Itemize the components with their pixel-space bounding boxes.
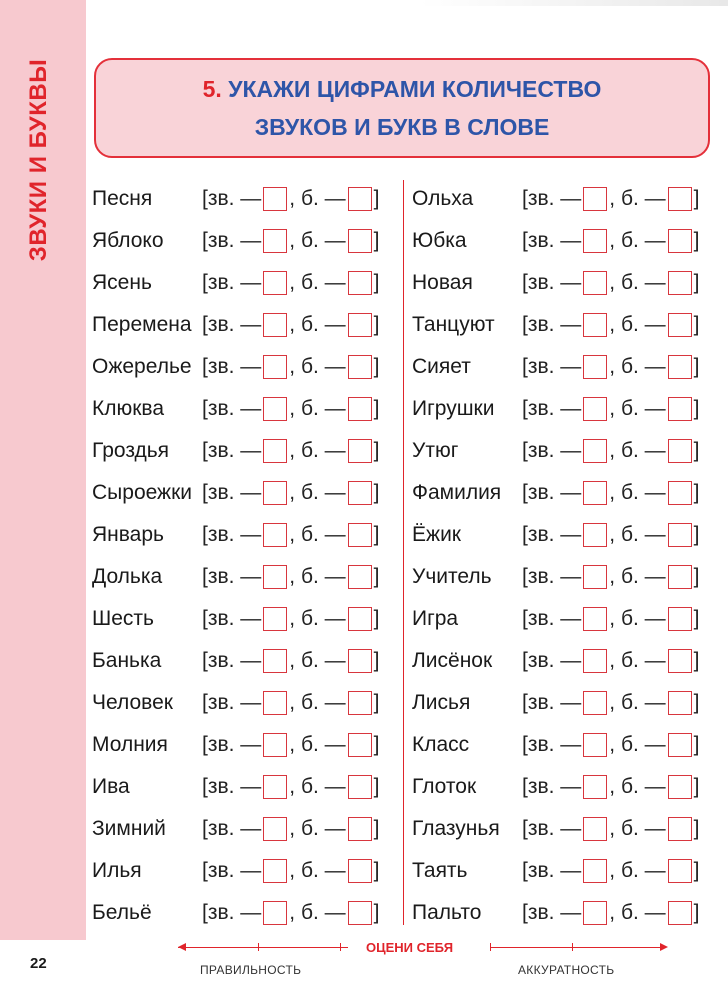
closing-bracket: ]	[373, 481, 380, 504]
right-arrow-head-icon	[660, 943, 668, 951]
letters-label: , б. —	[289, 649, 346, 672]
sounds-label: [зв. —	[202, 775, 262, 798]
letters-count-box[interactable]	[668, 817, 692, 841]
closing-bracket: ]	[693, 187, 700, 210]
word-label: Утюг	[412, 439, 459, 462]
letters-label: , б. —	[289, 271, 346, 294]
left-arrow-head-icon	[178, 943, 186, 951]
word-row	[92, 304, 380, 346]
letters-label: , б. —	[289, 901, 346, 924]
column-divider	[403, 180, 404, 925]
sounds-count-box[interactable]	[263, 355, 287, 379]
letters-count-box[interactable]	[348, 859, 372, 883]
task-title-text-1: УКАЖИ ЦИФРАМИ КОЛИЧЕСТВО	[228, 76, 602, 102]
letters-count-box[interactable]	[348, 355, 372, 379]
closing-bracket: ]	[373, 565, 380, 588]
sounds-count-box[interactable]	[583, 313, 607, 337]
closing-bracket: ]	[373, 817, 380, 840]
closing-bracket: ]	[373, 397, 380, 420]
word-row	[92, 598, 380, 640]
word-row	[412, 808, 700, 850]
letters-label: , б. —	[609, 775, 666, 798]
sounds-label: [зв. —	[522, 271, 582, 294]
letters-label: , б. —	[609, 397, 666, 420]
closing-bracket: ]	[693, 733, 700, 756]
closing-bracket: ]	[693, 859, 700, 882]
letters-label: , б. —	[289, 481, 346, 504]
word-row	[412, 724, 700, 766]
letters-label: , б. —	[289, 187, 346, 210]
scale-tick	[572, 943, 573, 951]
letters-count-box[interactable]	[348, 187, 372, 211]
sounds-count-box[interactable]	[263, 649, 287, 673]
word-label: Новая	[412, 271, 473, 294]
letters-count-box[interactable]	[348, 565, 372, 589]
top-edge-strip	[420, 0, 728, 6]
letters-count-box[interactable]	[668, 397, 692, 421]
word-label: Шесть	[92, 607, 154, 630]
sounds-label: [зв. —	[202, 817, 262, 840]
letters-label: , б. —	[289, 313, 346, 336]
letters-label: , б. —	[609, 901, 666, 924]
closing-bracket: ]	[693, 775, 700, 798]
sounds-label: [зв. —	[522, 355, 582, 378]
side-title	[14, 60, 64, 260]
letters-label: , б. —	[609, 481, 666, 504]
letters-count-box[interactable]	[348, 397, 372, 421]
sounds-label: [зв. —	[202, 313, 262, 336]
sounds-count-box[interactable]	[583, 649, 607, 673]
right-word-column	[412, 178, 700, 934]
sounds-count-box[interactable]	[263, 775, 287, 799]
sounds-label: [зв. —	[522, 397, 582, 420]
correctness-scale-line	[178, 947, 348, 948]
sounds-label: [зв. —	[522, 229, 582, 252]
word-row	[92, 262, 380, 304]
sounds-count-box[interactable]	[263, 733, 287, 757]
letters-count-box[interactable]	[348, 649, 372, 673]
scale-tick	[258, 943, 259, 951]
word-label: Пальто	[412, 901, 482, 924]
sounds-label: [зв. —	[202, 859, 262, 882]
closing-bracket: ]	[373, 439, 380, 462]
letters-label: , б. —	[289, 691, 346, 714]
letters-label: , б. —	[609, 817, 666, 840]
closing-bracket: ]	[693, 271, 700, 294]
letters-count-box[interactable]	[668, 481, 692, 505]
word-label: Ольха	[412, 187, 474, 210]
word-row	[412, 556, 700, 598]
sounds-count-box[interactable]	[263, 607, 287, 631]
neatness-label: АККУРАТНОСТЬ	[518, 963, 615, 977]
letters-label: , б. —	[609, 859, 666, 882]
closing-bracket: ]	[373, 691, 380, 714]
scale-tick	[490, 943, 491, 951]
sounds-count-box[interactable]	[263, 817, 287, 841]
sounds-count-box[interactable]	[583, 481, 607, 505]
word-label: Перемена	[92, 313, 192, 336]
word-label: Лисёнок	[412, 649, 493, 672]
letters-label: , б. —	[289, 733, 346, 756]
letters-label: , б. —	[609, 187, 666, 210]
closing-bracket: ]	[693, 397, 700, 420]
letters-count-box[interactable]	[668, 355, 692, 379]
sounds-label: [зв. —	[202, 439, 262, 462]
sounds-label: [зв. —	[522, 481, 582, 504]
letters-label: , б. —	[289, 439, 346, 462]
word-row	[92, 514, 380, 556]
letters-count-box[interactable]	[348, 901, 372, 925]
sounds-label: [зв. —	[522, 649, 582, 672]
word-row	[412, 262, 700, 304]
letters-count-box[interactable]	[668, 271, 692, 295]
word-row	[92, 346, 380, 388]
sounds-count-box[interactable]	[583, 229, 607, 253]
word-label: Январь	[92, 523, 164, 546]
letters-count-box[interactable]	[348, 229, 372, 253]
word-row	[412, 682, 700, 724]
word-label: Ясень	[92, 271, 152, 294]
sounds-label: [зв. —	[202, 229, 262, 252]
word-row	[92, 472, 380, 514]
closing-bracket: ]	[373, 859, 380, 882]
word-row	[412, 514, 700, 556]
word-label: Таять	[412, 859, 468, 882]
closing-bracket: ]	[693, 565, 700, 588]
word-row	[412, 640, 700, 682]
sounds-count-box[interactable]	[263, 565, 287, 589]
closing-bracket: ]	[693, 481, 700, 504]
word-label: Фамилия	[412, 481, 502, 504]
word-label: Лисья	[412, 691, 471, 714]
letters-count-box[interactable]	[348, 691, 372, 715]
letters-label: , б. —	[289, 397, 346, 420]
closing-bracket: ]	[373, 271, 380, 294]
word-label: Яблоко	[92, 229, 164, 252]
sounds-count-box[interactable]	[583, 691, 607, 715]
closing-bracket: ]	[693, 649, 700, 672]
sounds-label: [зв. —	[522, 859, 582, 882]
closing-bracket: ]	[693, 607, 700, 630]
closing-bracket: ]	[693, 817, 700, 840]
letters-count-box[interactable]	[668, 313, 692, 337]
letters-label: , б. —	[609, 439, 666, 462]
word-row	[412, 388, 700, 430]
sounds-label: [зв. —	[202, 901, 262, 924]
task-title-line-1	[203, 70, 602, 108]
closing-bracket: ]	[373, 355, 380, 378]
word-row	[92, 892, 380, 934]
closing-bracket: ]	[373, 775, 380, 798]
letters-count-box[interactable]	[348, 733, 372, 757]
letters-label: , б. —	[609, 229, 666, 252]
self-check-label: ОЦЕНИ СЕБЯ	[366, 940, 454, 955]
word-row	[412, 472, 700, 514]
sounds-label: [зв. —	[202, 607, 262, 630]
letters-count-box[interactable]	[668, 439, 692, 463]
word-row	[92, 220, 380, 262]
sounds-label: [зв. —	[202, 565, 262, 588]
sounds-label: [зв. —	[202, 691, 262, 714]
sounds-label: [зв. —	[202, 523, 262, 546]
sounds-count-box[interactable]	[263, 481, 287, 505]
sounds-count-box[interactable]	[583, 817, 607, 841]
sounds-count-box[interactable]	[263, 523, 287, 547]
correctness-label: ПРАВИЛЬНОСТЬ	[200, 963, 302, 977]
letters-count-box[interactable]	[668, 649, 692, 673]
side-title-text: ЗВУКИ И БУКВЫ	[25, 58, 52, 262]
word-label: Ёжик	[412, 523, 461, 546]
word-label: Человек	[92, 691, 173, 714]
word-label: Бельё	[92, 901, 152, 924]
word-label: Танцуют	[412, 313, 495, 336]
closing-bracket: ]	[373, 607, 380, 630]
closing-bracket: ]	[373, 229, 380, 252]
word-label: Молния	[92, 733, 168, 756]
word-label: Сыроежки	[92, 481, 193, 504]
sounds-count-box[interactable]	[583, 187, 607, 211]
letters-count-box[interactable]	[348, 607, 372, 631]
letters-count-box[interactable]	[348, 313, 372, 337]
letters-count-box[interactable]	[668, 691, 692, 715]
sounds-label: [зв. —	[202, 481, 262, 504]
sounds-count-box[interactable]	[263, 901, 287, 925]
sounds-label: [зв. —	[522, 817, 582, 840]
task-header	[94, 58, 710, 158]
letters-label: , б. —	[289, 817, 346, 840]
word-row	[412, 850, 700, 892]
sounds-count-box[interactable]	[263, 271, 287, 295]
sounds-count-box[interactable]	[583, 271, 607, 295]
sounds-label: [зв. —	[522, 313, 582, 336]
closing-bracket: ]	[373, 901, 380, 924]
closing-bracket: ]	[693, 355, 700, 378]
closing-bracket: ]	[373, 187, 380, 210]
sounds-count-box[interactable]	[263, 397, 287, 421]
word-row	[92, 808, 380, 850]
letters-label: , б. —	[609, 565, 666, 588]
letters-label: , б. —	[289, 523, 346, 546]
word-label: Ива	[92, 775, 130, 798]
word-label: Песня	[92, 187, 153, 210]
letters-count-box[interactable]	[348, 523, 372, 547]
sounds-label: [зв. —	[522, 565, 582, 588]
sounds-label: [зв. —	[202, 271, 262, 294]
sounds-label: [зв. —	[202, 397, 262, 420]
letters-label: , б. —	[289, 859, 346, 882]
word-row	[92, 766, 380, 808]
word-row	[412, 766, 700, 808]
letters-count-box[interactable]	[348, 439, 372, 463]
sounds-count-box[interactable]	[583, 355, 607, 379]
letters-label: , б. —	[609, 649, 666, 672]
word-row	[412, 430, 700, 472]
word-label: Долька	[92, 565, 163, 588]
letters-count-box[interactable]	[348, 481, 372, 505]
letters-label: , б. —	[609, 313, 666, 336]
sounds-label: [зв. —	[522, 439, 582, 462]
word-label: Банька	[92, 649, 162, 672]
sounds-label: [зв. —	[522, 523, 582, 546]
word-row	[92, 556, 380, 598]
closing-bracket: ]	[693, 313, 700, 336]
sounds-count-box[interactable]	[583, 439, 607, 463]
letters-count-box[interactable]	[348, 817, 372, 841]
closing-bracket: ]	[373, 523, 380, 546]
sounds-count-box[interactable]	[583, 607, 607, 631]
word-label: Ожерелье	[92, 355, 192, 378]
closing-bracket: ]	[693, 439, 700, 462]
sounds-count-box[interactable]	[263, 691, 287, 715]
word-row	[412, 220, 700, 262]
word-label: Глазунья	[412, 817, 500, 840]
letters-label: , б. —	[609, 691, 666, 714]
word-row	[92, 724, 380, 766]
closing-bracket: ]	[693, 901, 700, 924]
letters-label: , б. —	[289, 355, 346, 378]
closing-bracket: ]	[373, 733, 380, 756]
word-row	[92, 430, 380, 472]
word-row	[412, 598, 700, 640]
sounds-count-box[interactable]	[583, 901, 607, 925]
word-row	[412, 892, 700, 934]
sounds-label: [зв. —	[202, 355, 262, 378]
word-label: Гроздья	[92, 439, 170, 462]
letters-count-box[interactable]	[668, 229, 692, 253]
word-label: Глоток	[412, 775, 477, 798]
sounds-count-box[interactable]	[583, 775, 607, 799]
letters-label: , б. —	[609, 355, 666, 378]
letters-label: , б. —	[289, 565, 346, 588]
letters-label: , б. —	[289, 229, 346, 252]
closing-bracket: ]	[373, 649, 380, 672]
page-number: 22	[30, 955, 47, 972]
letters-count-box[interactable]	[668, 733, 692, 757]
word-label: Учитель	[412, 565, 492, 588]
sounds-count-box[interactable]	[583, 733, 607, 757]
closing-bracket: ]	[373, 313, 380, 336]
letters-label: , б. —	[609, 271, 666, 294]
word-label: Клюква	[92, 397, 165, 420]
letters-count-box[interactable]	[668, 565, 692, 589]
letters-label: , б. —	[609, 733, 666, 756]
sounds-label: [зв. —	[202, 733, 262, 756]
sounds-label: [зв. —	[522, 733, 582, 756]
closing-bracket: ]	[693, 523, 700, 546]
letters-label: , б. —	[289, 607, 346, 630]
letters-count-box[interactable]	[668, 859, 692, 883]
sounds-count-box[interactable]	[583, 565, 607, 589]
word-label: Зимний	[92, 817, 166, 840]
word-label: Класс	[412, 733, 470, 756]
task-number: 5.	[202, 76, 222, 102]
letters-label: , б. —	[289, 775, 346, 798]
letters-label: , б. —	[609, 607, 666, 630]
word-label: Игра	[412, 607, 459, 630]
word-row	[92, 850, 380, 892]
closing-bracket: ]	[693, 691, 700, 714]
task-title-line-2: ЗВУКОВ И БУКВ В СЛОВЕ	[254, 114, 550, 140]
word-row	[412, 346, 700, 388]
letters-count-box[interactable]	[348, 271, 372, 295]
letters-count-box[interactable]	[668, 901, 692, 925]
left-word-column	[92, 178, 380, 934]
letters-count-box[interactable]	[668, 775, 692, 799]
sounds-count-box[interactable]	[263, 439, 287, 463]
word-label: Сияет	[412, 355, 471, 378]
sounds-label: [зв. —	[522, 901, 582, 924]
sounds-label: [зв. —	[522, 775, 582, 798]
word-label: Юбка	[412, 229, 467, 252]
closing-bracket: ]	[693, 229, 700, 252]
sounds-count-box[interactable]	[263, 859, 287, 883]
word-row	[92, 178, 380, 220]
sounds-count-box[interactable]	[263, 187, 287, 211]
neatness-scale-line	[490, 947, 660, 948]
word-row	[412, 178, 700, 220]
sounds-count-box[interactable]	[583, 859, 607, 883]
letters-count-box[interactable]	[348, 775, 372, 799]
sounds-count-box[interactable]	[263, 229, 287, 253]
letters-label: , б. —	[609, 523, 666, 546]
word-label: Игрушки	[412, 397, 495, 420]
letters-count-box[interactable]	[668, 607, 692, 631]
word-row	[92, 388, 380, 430]
sounds-label: [зв. —	[522, 187, 582, 210]
sounds-count-box[interactable]	[583, 397, 607, 421]
word-label: Илья	[92, 859, 142, 882]
sounds-label: [зв. —	[522, 607, 582, 630]
letters-count-box[interactable]	[668, 523, 692, 547]
sounds-count-box[interactable]	[263, 313, 287, 337]
sounds-label: [зв. —	[202, 649, 262, 672]
scale-tick	[340, 943, 341, 951]
sounds-label: [зв. —	[522, 691, 582, 714]
letters-count-box[interactable]	[668, 187, 692, 211]
word-row	[92, 682, 380, 724]
word-row	[412, 304, 700, 346]
word-row	[92, 640, 380, 682]
sounds-count-box[interactable]	[583, 523, 607, 547]
sounds-label: [зв. —	[202, 187, 262, 210]
